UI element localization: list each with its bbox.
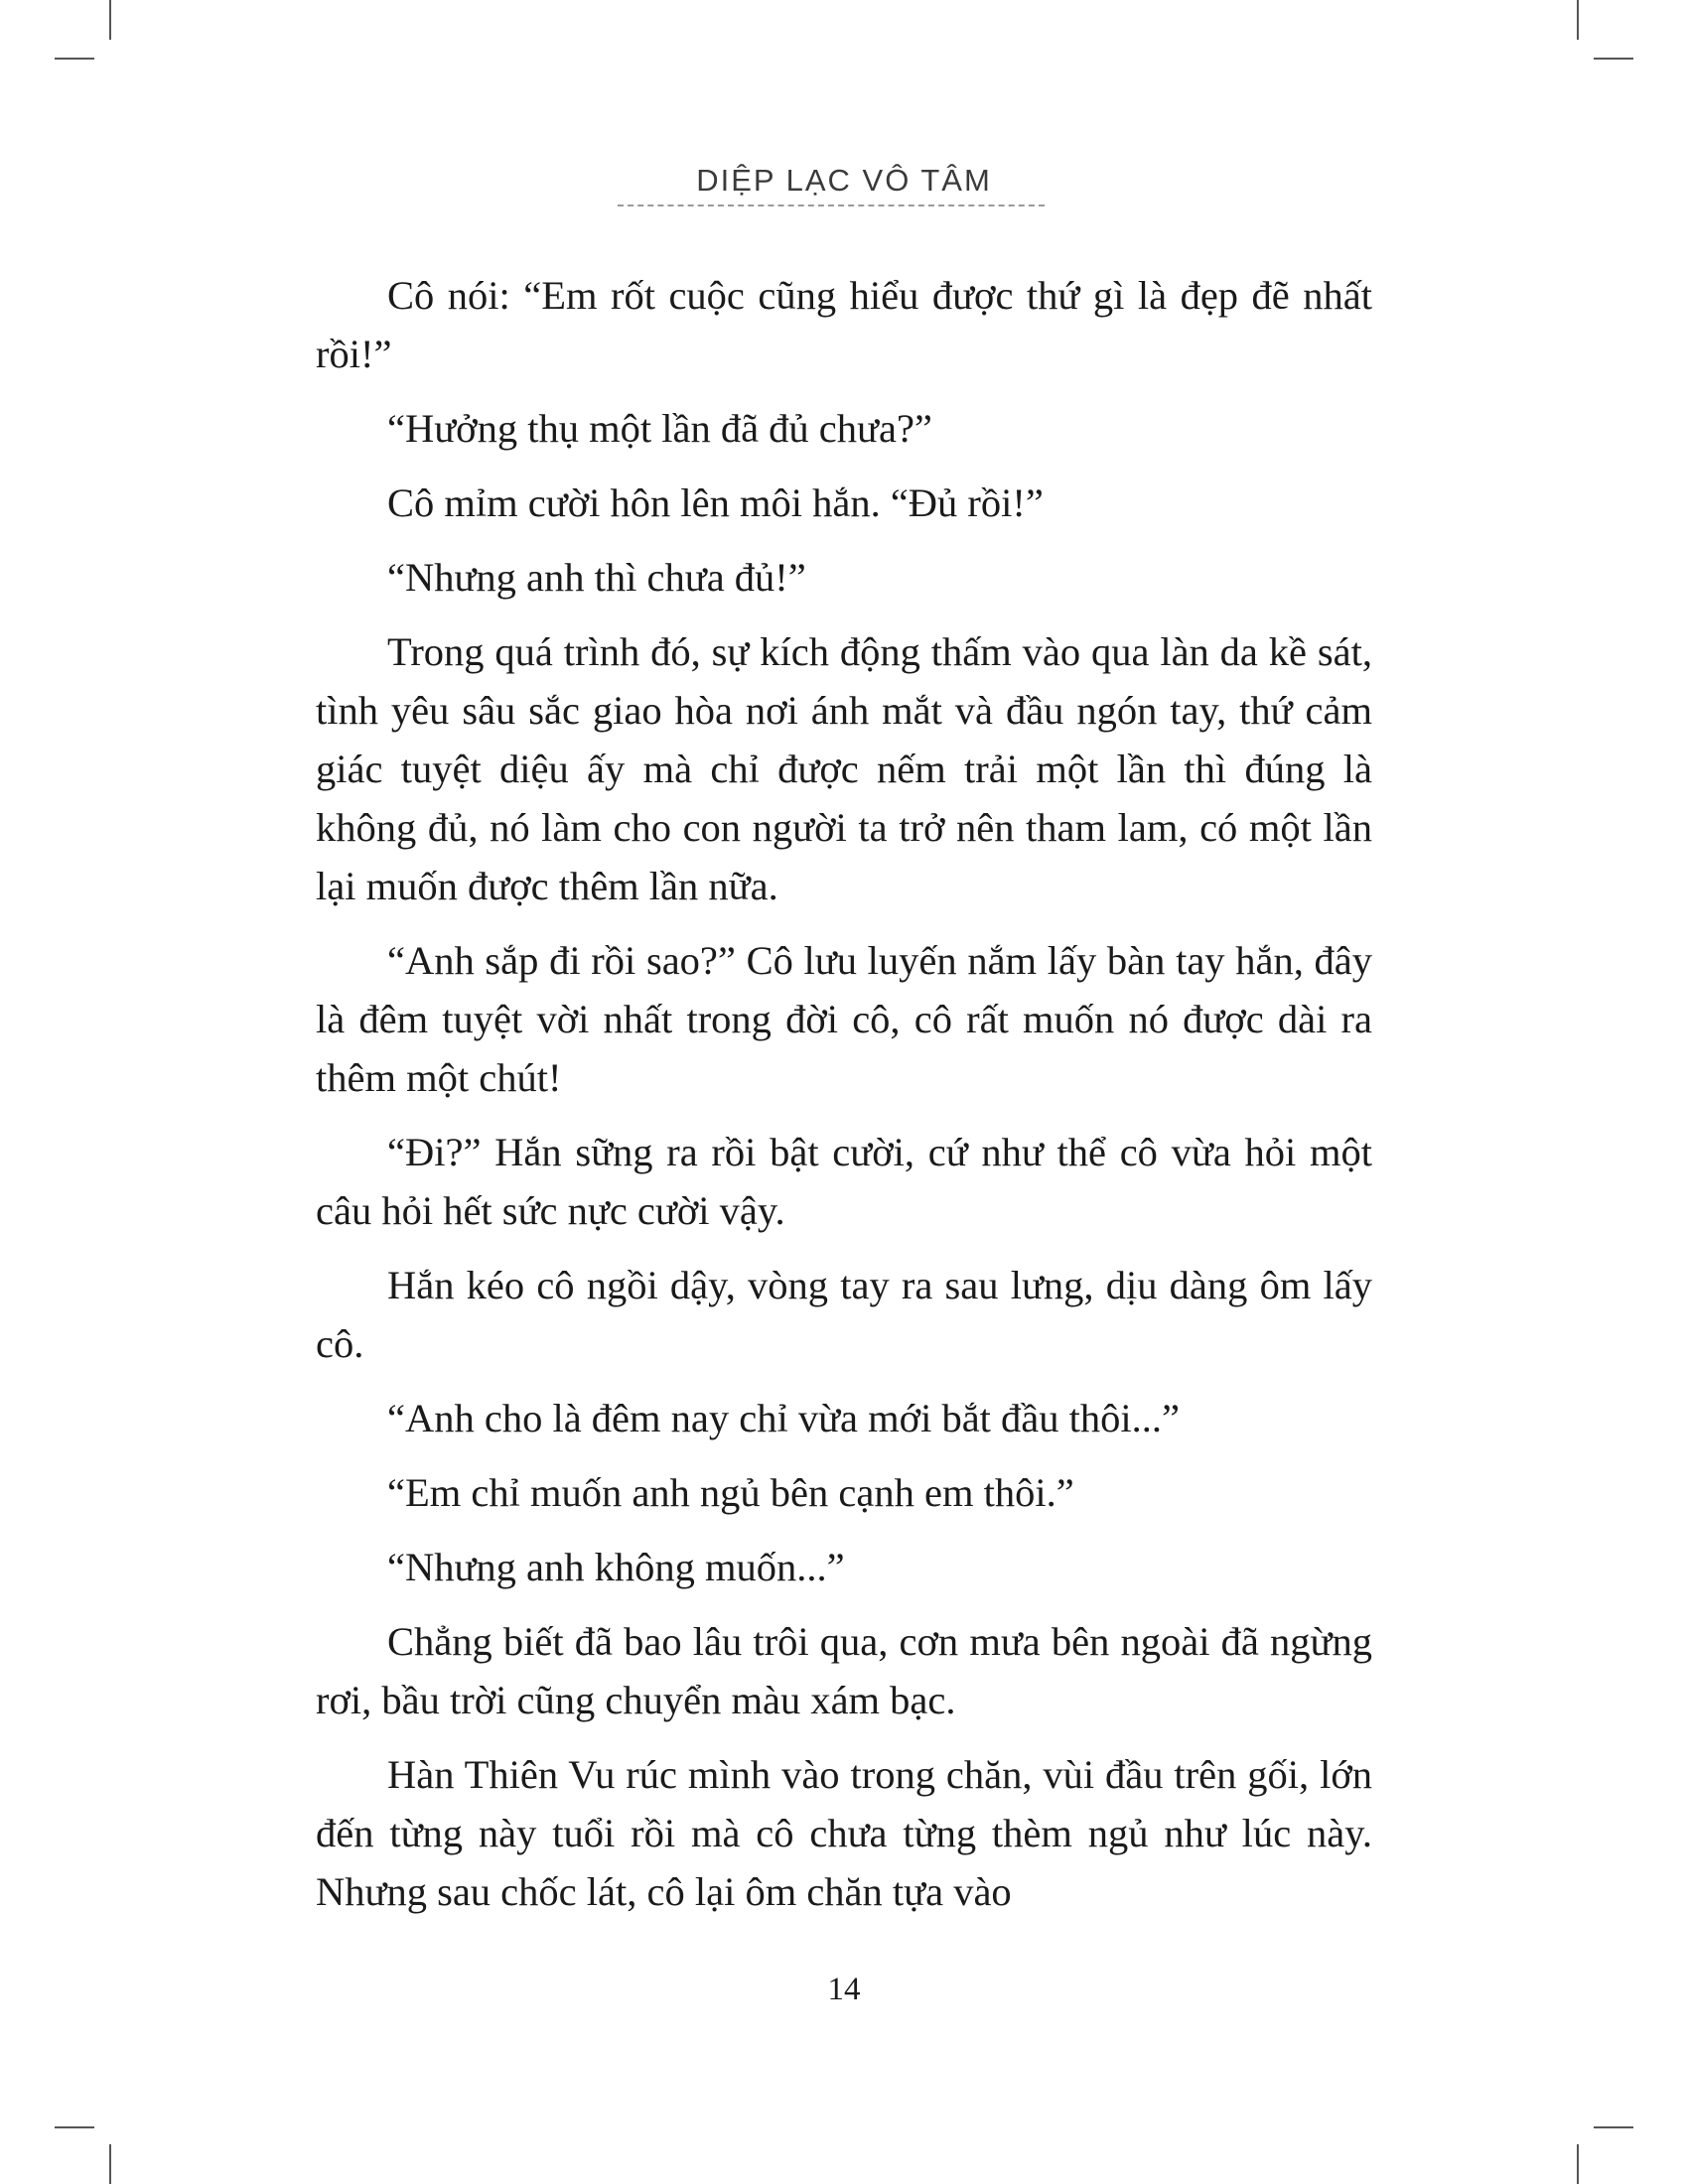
paragraph-11: “Nhưng anh không muốn...” (387, 1545, 845, 1589)
running-head-title: DIỆP LẠC VÔ TÂM (696, 163, 992, 198)
paragraph-9: “Anh cho là đêm nay chỉ vừa mới bắt đầu thôi...” (387, 1396, 1181, 1440)
paragraph-2: “Hưởng thụ một lần đã đủ chưa?” (387, 406, 932, 451)
paragraph-1: Cô nói: “Em rốt cuộc cũng hiểu được thứ gì là đẹp đẽ nhất rồi!” (316, 273, 1372, 376)
crop-mark-bottom-left-vertical (109, 2144, 111, 2184)
paragraph-12: Chẳng biết đã bao lâu trôi qua, cơn mưa bên ngoài đã ngừng rơi, bầu trời cũng chuyển màu xám bạc. (316, 1619, 1372, 1722)
paragraph-7: “Đi?” Hắn sững ra rồi bật cười, cứ như thể cô vừa hỏi một câu hỏi hết sức nực cười vậy. (316, 1130, 1372, 1233)
crop-mark-top-right-horizontal (1594, 58, 1633, 60)
paragraph-8: Hắn kéo cô ngồi dậy, vòng tay ra sau lưng, dịu dàng ôm lấy cô. (316, 1263, 1372, 1366)
page-body-text (316, 266, 1372, 1937)
crop-mark-top-right-vertical (1577, 0, 1579, 40)
running-head-rule (618, 205, 1045, 206)
paragraph-10: “Em chỉ muốn anh ngủ bên cạnh em thôi.” (387, 1470, 1074, 1515)
paragraph-13: Hàn Thiên Vu rúc mình vào trong chăn, vùi đầu trên gối, lớn đến từng này tuổi rồi mà cô chưa từng thèm ngủ như lúc này. Nhưng sau chốc lát, cô lại ôm chăn tựa vào (316, 1752, 1372, 1914)
crop-mark-bottom-left-horizontal (55, 2126, 94, 2128)
crop-mark-top-left-horizontal (55, 58, 94, 60)
paragraph-4: “Nhưng anh thì chưa đủ!” (387, 555, 806, 600)
page-number: 14 (827, 1972, 861, 2007)
crop-mark-bottom-right-vertical (1577, 2144, 1579, 2184)
crop-mark-bottom-right-horizontal (1594, 2126, 1633, 2128)
paragraph-5: Trong quá trình đó, sự kích động thấm vào qua làn da kề sát, tình yêu sâu sắc giao hòa nơi ánh mắt và đầu ngón tay, thứ cảm giác tuyệt diệu ấy mà chỉ được nếm trải một lần thì đúng là không đủ, nó làm cho con người ta trở nên tham lam, có một lần lại muốn được thêm lần nữa. (316, 629, 1372, 908)
paragraph-3: Cô mỉm cười hôn lên môi hắn. “Đủ rồi!” (387, 480, 1044, 525)
paragraph-6: “Anh sắp đi rồi sao?” Cô lưu luyến nắm lấy bàn tay hắn, đây là đêm tuyệt vời nhất trong đời cô, cô rất muốn nó được dài ra thêm một chút! (316, 938, 1372, 1100)
crop-mark-top-left-vertical (109, 0, 111, 40)
